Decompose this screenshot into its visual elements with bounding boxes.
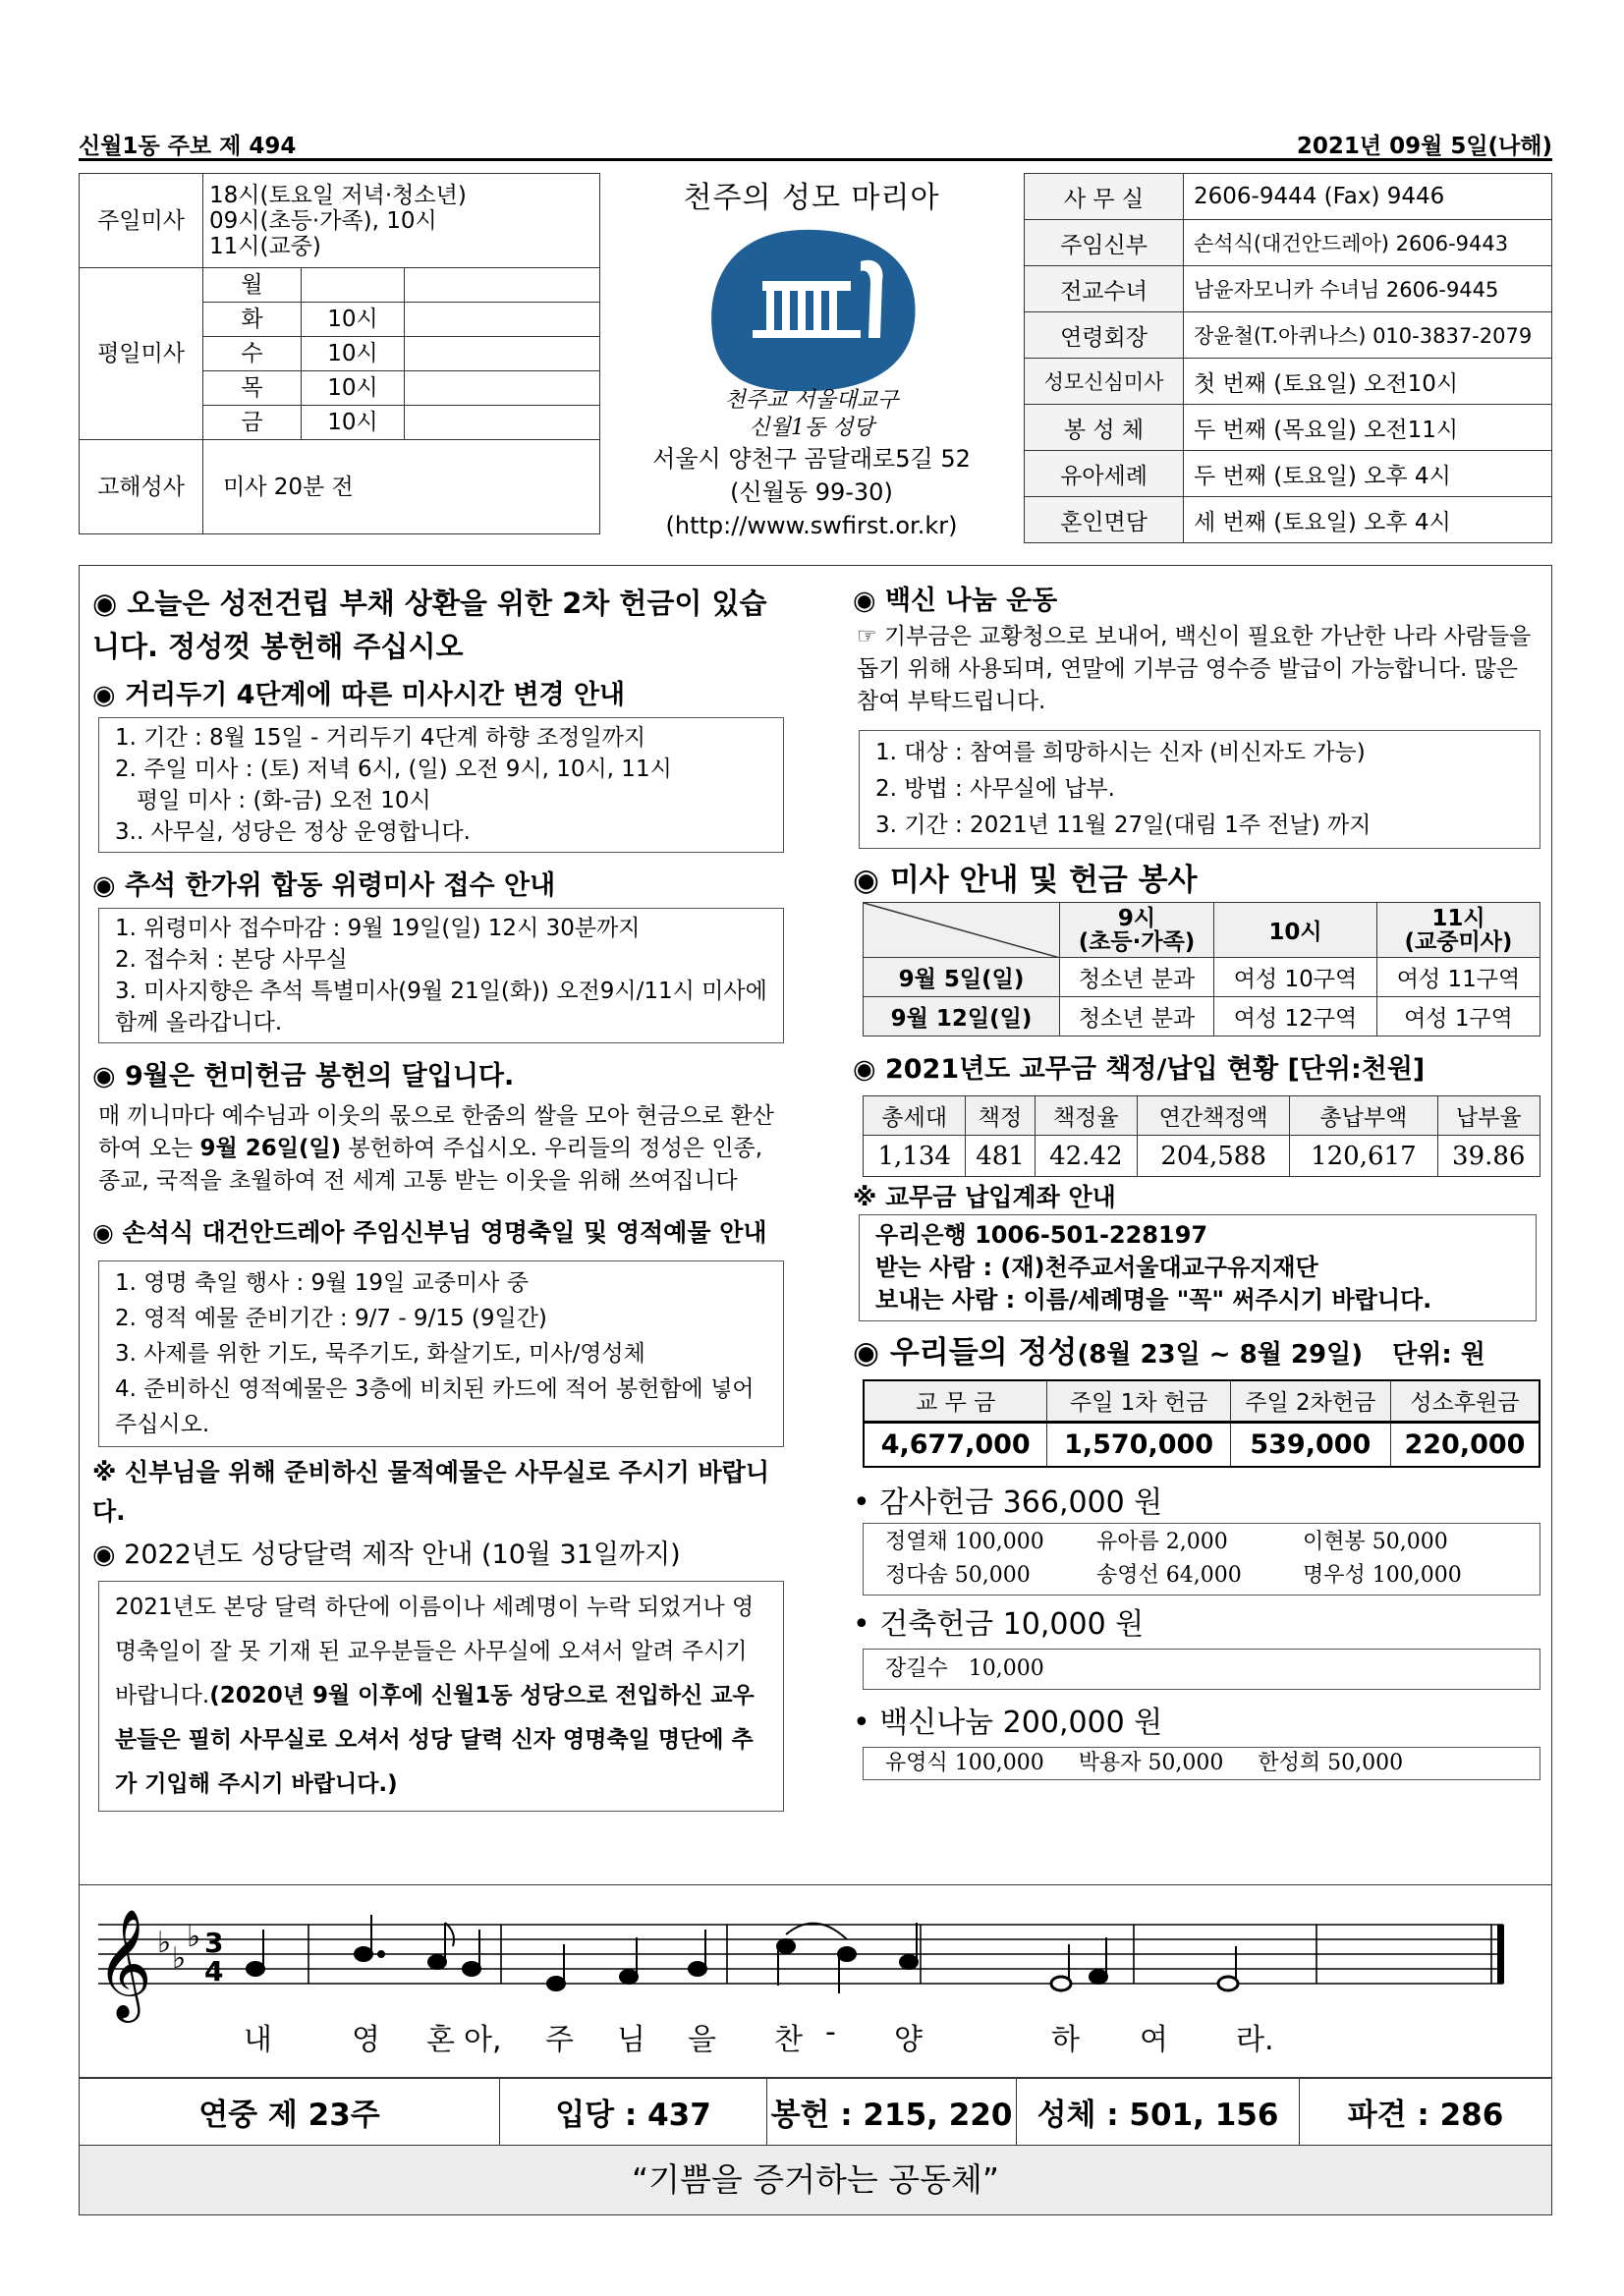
tithe-title: ◉ 2021년도 교무금 책정/납입 현황 [단위:천원]: [853, 1054, 1426, 1085]
mass-schedule-table: [79, 173, 600, 534]
distancing-box: [98, 717, 784, 853]
offering-head: 교 무 금: [864, 1380, 1047, 1422]
distancing-item-2: 2. 주일 미사 : (토) 저녁 6시, (일) 오전 9시, 10시, 11시: [115, 756, 672, 782]
sunday-time-3: 11시(교중): [209, 233, 321, 259]
tithe-value: 42.42: [1035, 1136, 1137, 1177]
chuseok-item-1: 1. 위령미사 접수마감 : 9월 19일(일) 12시 30분까지: [115, 916, 641, 941]
info-value-pastor: 손석식(대건안드레아) 2606-9443: [1184, 220, 1552, 266]
account-sender: 보내는 사람 : 이름/세례명을 "꼭" 써주시기 바랍니다.: [875, 1286, 1432, 1314]
left-column: [92, 582, 792, 1812]
thanks-title: • 감사헌금 366,000 원: [853, 1485, 1163, 1520]
chuseok-box: [98, 908, 784, 1043]
mass-cell: 여성 11구역: [1377, 958, 1540, 997]
parish-title: 천주의 성모 마리아: [683, 181, 940, 215]
weekday-fri-time: 10시: [302, 406, 405, 440]
mass-cell: 청소년 분과: [1060, 997, 1214, 1036]
sunday-time-2: 09시(초등·가족), 10시: [209, 207, 437, 234]
lyric-syllable: 아,: [464, 2023, 502, 2057]
weekday-thu-time: 10시: [302, 371, 405, 406]
offering-title: ◉ 우리들의 정성: [853, 1335, 1078, 1371]
account-recipient: 받는 사람 : (재)천주교서울대교구유지재단: [875, 1254, 1318, 1281]
thanks-donor: 송영선 64,000: [1096, 1563, 1242, 1588]
hymn-dismissal: 파견 : 286: [1300, 2079, 1552, 2146]
info-label-sister: 전교수녀: [1025, 266, 1184, 312]
svg-text:𝄞: 𝄞: [96, 1908, 152, 2018]
confession-time: 미사 20분 전: [203, 440, 600, 534]
tithe-value: 204,588: [1138, 1136, 1290, 1177]
sunday-mass-times: [203, 174, 600, 268]
vaccine-item-1: 1. 대상 : 참여를 희망하시는 신자 (비신자도 가능): [875, 740, 1366, 765]
account-box: [859, 1214, 1537, 1321]
info-value-communion: 두 번째 (목요일) 오전11시: [1184, 405, 1552, 451]
lyric-syllable: 하: [1051, 2023, 1080, 2057]
thanks-donor: 정다솜 50,000: [885, 1563, 1031, 1588]
rice-text-a: 매 끼니마다 예수님과 이웃의 몫으로 한줌의 쌀을 모아 현금으로 환산하여 오는: [98, 1103, 774, 1161]
info-label-marian: 성모신심미사: [1025, 359, 1184, 405]
parish-address-2: (신월동 99-30): [730, 478, 893, 506]
bulletin-number: 신월1동 주보 제 494: [79, 134, 297, 159]
vaccine-item-2: 2. 방법 : 사무실에 납부.: [875, 776, 1115, 802]
hymn-lyrics: [79, 2015, 1552, 2057]
weekday-tue: 화: [203, 303, 302, 337]
thanks-box: [863, 1523, 1540, 1596]
logo-text-parish: 신월1동 성당: [749, 416, 874, 440]
distancing-item-3: 평일 미사 : (화-금) 오전 10시: [115, 788, 431, 813]
parish-motto: “기쁨을 증거하는 공동체”: [79, 2145, 1552, 2215]
mass-table-corner: [864, 903, 1060, 958]
feast-item-4: 4. 준비하신 영적예물은 3층에 비치된 카드에 적어 봉헌함에 넣어 주십시오.: [115, 1376, 755, 1437]
lyric-syllable: 찬: [774, 2023, 803, 2057]
info-label-marriage: 혼인면담: [1025, 497, 1184, 543]
mass-cell: 여성 1구역: [1377, 997, 1540, 1036]
weekday-mon-time: [302, 268, 405, 303]
lyric-syllable: -: [825, 2015, 836, 2049]
info-value-sister: 남윤자모니카 수녀님 2606-9445: [1184, 266, 1552, 312]
tithe-head: 책정: [966, 1096, 1035, 1136]
offering-header: [853, 1331, 1540, 1379]
mass-col-9-sub: (초등·가족): [1078, 928, 1196, 955]
vaccine-box: [859, 730, 1540, 849]
bulletin-header: [79, 128, 1552, 161]
info-value-baptism: 두 번째 (토요일) 오후 4시: [1184, 451, 1552, 497]
offering-value: 4,677,000: [864, 1422, 1047, 1467]
info-label-communion: 봉 성 체: [1025, 405, 1184, 451]
right-column: [853, 582, 1540, 1780]
calendar-title: ◉ 2022년도 성당달력 제작 안내 (10월 31일까지): [92, 1540, 681, 1570]
chuseok-title: ◉ 추석 한가위 합동 위령미사 접수 안내: [92, 870, 556, 901]
hymn-section: [79, 1884, 1552, 2077]
vaccine-share-title: • 백신나눔 200,000 원: [853, 1706, 1163, 1740]
svg-text:♭: ♭: [172, 1941, 187, 1976]
parish-url[interactable]: (http://www.swfirst.or.kr): [665, 512, 958, 539]
notice-building-offering: ◉ 오늘은 성전건립 부채 상환을 위한 2차 헌금이 있습니다. 정성껏 봉헌해 주십시오: [92, 587, 767, 663]
weekday-fri: 금: [203, 406, 302, 440]
calendar-text-b: (2020년 9월 이후에 신월1동 성당으로 전입하신 교우분들은 필히 사무실로 오셔서 성당 달력 신자 영명축일 명단에 추가 기입해 주시기 바랍니다.): [115, 1683, 755, 1797]
feast-item-2: 2. 영적 예물 준비기간 : 9/7 - 9/15 (9일간): [115, 1306, 547, 1331]
offering-head: 주일 1차 헌금: [1047, 1380, 1230, 1422]
mass-cell: 여성 10구역: [1214, 958, 1377, 997]
vaccine-text: ☞ 기부금은 교황청으로 보내어, 백신이 필요한 가난한 나라 사람들을 돕기 위해 사용되며, 연말에 기부금 영수증 발급이 가능합니다. 많은 참여 부탁드립니다.: [857, 624, 1532, 714]
offering-period: (8월 23일 ~ 8월 29일): [1077, 1340, 1364, 1370]
tithe-value: 481: [966, 1136, 1035, 1177]
rice-text-date: 9월 26일(일): [199, 1136, 342, 1161]
thanks-donor: 정열채 100,000: [885, 1530, 1044, 1554]
account-title: ※ 교무금 납입계좌 안내: [853, 1183, 1116, 1211]
distancing-item-1: 1. 기간 : 8월 15일 - 거리두기 4단계 하향 조정일까지: [115, 725, 646, 751]
vaccine-share-box: 유영식 100,000 박용자 50,000 한성희 50,000: [863, 1747, 1540, 1780]
offering-value: 220,000: [1390, 1422, 1540, 1467]
contact-info-table: [1024, 173, 1552, 543]
svg-text:♭: ♭: [187, 1920, 201, 1954]
svg-text:4: 4: [204, 1955, 224, 1988]
svg-text:3: 3: [204, 1927, 224, 1959]
feast-note: ※ 신부님을 위해 준비하신 물적예물은 사무실로 주시기 바랍니다.: [92, 1458, 769, 1526]
mass-col-11-sub: (교중미사): [1404, 928, 1513, 955]
info-value-marriage: 세 번째 (토요일) 오후 4시: [1184, 497, 1552, 543]
mass-col-11: [1377, 903, 1540, 958]
mass-col-10: 10시: [1214, 903, 1377, 958]
mass-row-date: 9월 5일(일): [864, 958, 1060, 997]
thanks-donor: 이현봉 50,000: [1303, 1530, 1448, 1554]
offering-unit: 단위: 원: [1392, 1340, 1485, 1370]
tithe-value: 1,134: [864, 1136, 966, 1177]
tithe-head: 납부율: [1437, 1096, 1540, 1136]
building-title: • 건축헌금 10,000 원: [853, 1607, 1145, 1642]
mass-service-table: [863, 902, 1540, 1036]
thanks-donor: 명우성 100,000: [1303, 1563, 1462, 1588]
offering-head: 성소후원금: [1390, 1380, 1540, 1422]
lyric-syllable: 혼: [426, 2023, 455, 2057]
calendar-box: [98, 1581, 784, 1812]
liturgical-week: 연중 제 23주: [80, 2079, 500, 2146]
distancing-item-4: 3.. 사무실, 성당은 정상 운영합니다.: [115, 819, 471, 845]
weekday-tue-time: 10시: [302, 303, 405, 337]
offering-table: [863, 1379, 1540, 1468]
info-value-funeral: 장윤철(T.아퀴나스) 010-3837-2079: [1184, 312, 1552, 359]
mass-col-9: [1060, 903, 1214, 958]
svg-text:♭: ♭: [157, 1926, 172, 1960]
bulletin-date: 2021년 09월 5일(나해): [1296, 134, 1552, 159]
mass-col-11-time: 11시: [1431, 905, 1485, 931]
hymn-entrance: 입당 : 437: [500, 2079, 767, 2146]
weekday-mon: 월: [203, 268, 302, 303]
thanks-row: [885, 1526, 1518, 1559]
info-value-marian: 첫 번째 (토요일) 오전10시: [1184, 359, 1552, 405]
info-value-office: 2606-9444 (Fax) 9446: [1184, 174, 1552, 220]
tithe-head: 책정율: [1035, 1096, 1137, 1136]
tithe-head: 연간책정액: [1138, 1096, 1290, 1136]
feast-item-3: 3. 사제를 위한 기도, 묵주기도, 화살기도, 미사/영성체: [115, 1341, 645, 1367]
mass-cell: 청소년 분과: [1060, 958, 1214, 997]
offering-value: 1,570,000: [1047, 1422, 1230, 1467]
mass-cell: 여성 12구역: [1214, 997, 1377, 1036]
distancing-title: ◉ 거리두기 4단계에 따른 미사시간 변경 안내: [92, 680, 626, 710]
weekday-mass-label: 평일미사: [80, 268, 203, 440]
parish-identity: [601, 173, 1022, 542]
lyric-syllable: 양: [894, 2023, 923, 2057]
chuseok-item-2: 2. 접수처 : 본당 사무실: [115, 947, 348, 973]
info-label-office: 사 무 실: [1025, 174, 1184, 220]
vaccine-title: ◉ 백신 나눔 운동: [853, 586, 1058, 616]
feast-box: [98, 1260, 784, 1447]
lyric-syllable: 님: [617, 2023, 645, 2057]
tithe-value: 120,617: [1290, 1136, 1437, 1177]
rice-offering-text: [92, 1100, 792, 1198]
confession-label: 고해성사: [80, 440, 203, 534]
lyric-syllable: 을: [688, 2023, 716, 2057]
liturgy-footer-table: [79, 2078, 1552, 2146]
chuseok-item-3: 3. 미사지향은 추석 특별미사(9월 21일(화)) 오전9시/11시 미사에 함께 올라갑니다.: [115, 979, 767, 1036]
tithe-value: 39.86: [1437, 1136, 1540, 1177]
lyric-syllable: 라.: [1236, 2023, 1274, 2057]
weekday-wed-time: 10시: [302, 337, 405, 371]
sunday-time-1: 18시(토요일 저녁·청소년): [209, 182, 467, 208]
feast-item-1: 1. 영명 축일 행사 : 9월 19일 교중미사 중: [115, 1270, 529, 1296]
lyric-syllable: 영: [352, 2023, 380, 2057]
weekday-wed: 수: [203, 337, 302, 371]
hymn-offertory: 봉헌 : 215, 220: [767, 2079, 1017, 2146]
logo-text-diocese: 천주교 서울대교구: [724, 388, 899, 413]
rice-text-c: 봉헌하여 주십시오. 우리들의 정성은 인종, 종교, 국적을 초월하여 전 세계 고통 받는 이웃을 위해 쓰여집니다: [98, 1136, 763, 1194]
calendar-text-a: 2021년도 본당 달력 하단에 이름이나 세례명이 누락 되었거나 영명축일이 잘 못 기재 된 교우분들은 사무실에 오셔서 알려 주시기 바랍니다.: [115, 1595, 755, 1708]
lyric-syllable: 여: [1140, 2023, 1168, 2057]
hymn-communion: 성체 : 501, 156: [1017, 2079, 1300, 2146]
offering-head: 주일 2차헌금: [1230, 1380, 1390, 1422]
tithe-table: [863, 1095, 1540, 1177]
offering-value: 539,000: [1230, 1422, 1390, 1467]
feast-title: ◉ 손석식 대건안드레아 주임신부님 영명축일 및 영적예물 안내: [92, 1218, 767, 1247]
thanks-row: [885, 1559, 1518, 1593]
lyric-syllable: 내: [244, 2023, 272, 2057]
building-box: 장길수 10,000: [863, 1649, 1540, 1690]
tithe-head: 총납부액: [1290, 1096, 1437, 1136]
weekday-thu: 목: [203, 371, 302, 406]
info-label-pastor: 주임신부: [1025, 220, 1184, 266]
thanks-donor: 유아름 2,000: [1096, 1530, 1228, 1554]
tithe-head: 총세대: [864, 1096, 966, 1136]
mass-service-title: ◉ 미사 안내 및 헌금 봉사: [853, 863, 1198, 898]
parish-address: 서울시 양천구 곰달래로5길 52: [652, 445, 971, 473]
vaccine-item-3: 3. 기간 : 2021년 11월 27일(대림 1주 전날) 까지: [875, 812, 1372, 838]
lyric-syllable: 주: [545, 2023, 574, 2057]
account-bank: 우리은행 1006-501-228197: [875, 1221, 1208, 1249]
sunday-mass-label: 주일미사: [80, 174, 203, 268]
mass-row-date: 9월 12일(일): [864, 997, 1060, 1036]
info-label-baptism: 유아세례: [1025, 451, 1184, 497]
mass-col-9-time: 9시: [1117, 905, 1156, 931]
info-label-funeral: 연령회장: [1025, 312, 1184, 359]
rice-offering-title: ◉ 9월은 헌미헌금 봉헌의 달입니다.: [92, 1061, 515, 1092]
